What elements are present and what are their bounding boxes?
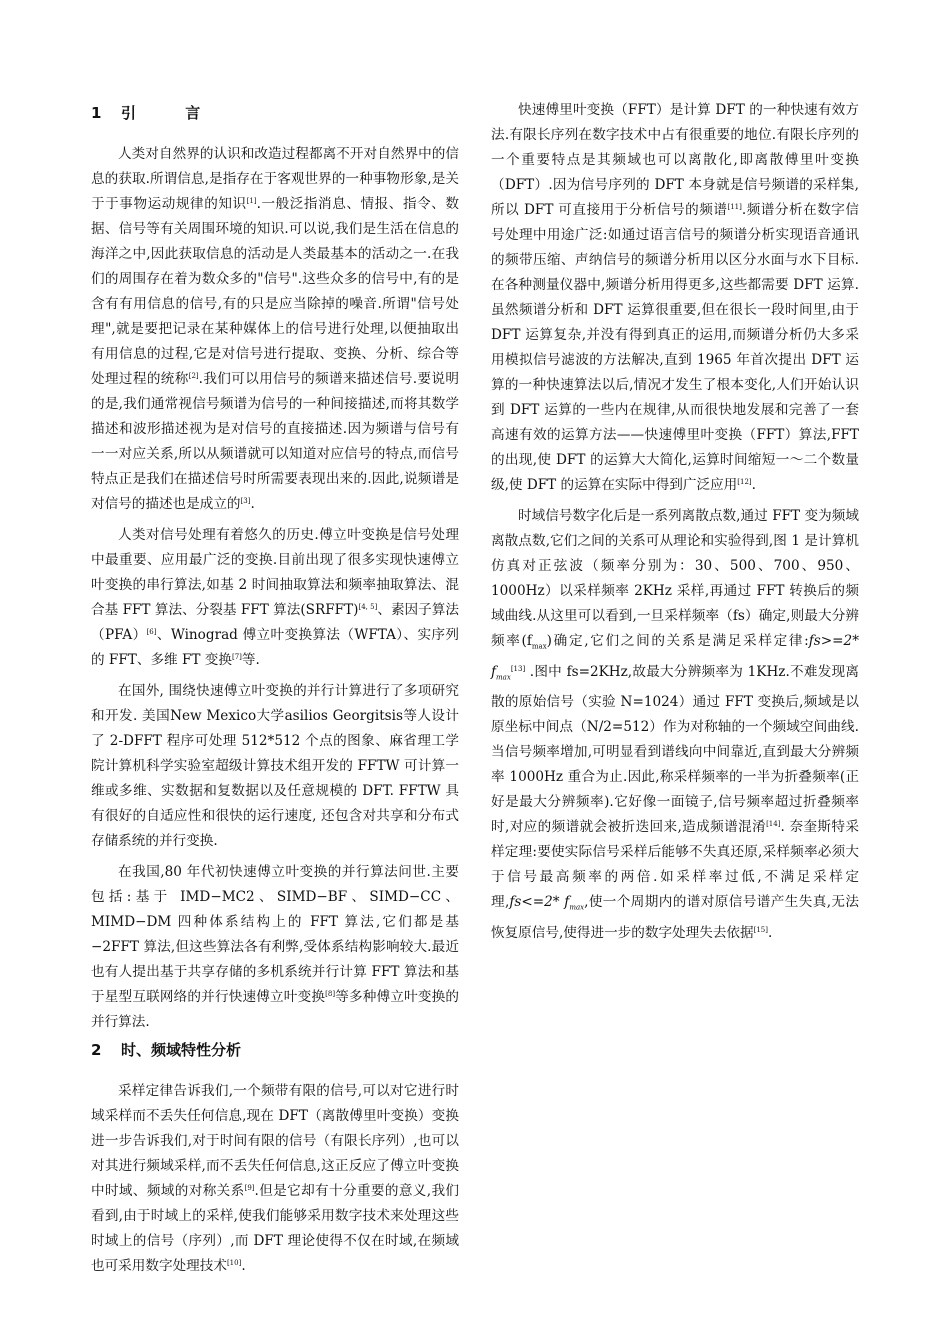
citation[interactable]: [8]: [325, 990, 336, 998]
citation[interactable]: [6]: [146, 628, 157, 636]
formula: fs>=2* f: [491, 633, 859, 680]
subscript: max: [496, 673, 511, 682]
citation[interactable]: [11]: [727, 203, 742, 211]
paragraph: 人类对自然界的认识和改造过程都离不开对自然界中的信息的获取.所谓信息,是指存在于客观世界的一种事物形象,是关于于事物运动规律的知识[1].一般泛指消息、情报、指令、数据、信号等有关周围环境的知识.可以说,我们是生活在信息的海洋之中,因此获取信息的活动是人类最基本的活动之一.在我们的周围存在着为数众多的"信号".这些众多的信号中,有的是含有有用信息的信号,有的只是应当除掉的噪音.所谓"信号处理",就是要把记录在某种媒体上的信号进行处理,以便抽取出有用信息的过程,它是对信号进行提取、变换、分析、综合等处理过程的统称[2].我们可以用信号的频谱来描述信号.要说明的是,我们通常视信号频谱为信号的一种间接描述,而将其数学描述和波形描述视为是对信号的直接描述.因为频谱与信号有一一对应关系,所以从频谱就可以知道对应信号的特点,而信号特点正是我们在描述信号时所需要表现出来的.因此,说频谱是对信号的描述也是成立的[3].: [91, 146, 459, 512]
citation[interactable]: [14]: [766, 820, 781, 829]
subscript: max: [531, 642, 547, 651]
section-title: 时、频域特性分析: [121, 1041, 242, 1059]
citation[interactable]: [12]: [737, 478, 752, 486]
citation[interactable]: [2]: [188, 372, 199, 380]
citation[interactable]: [13]: [510, 664, 526, 673]
citation[interactable]: [10]: [226, 1259, 242, 1267]
section-2-heading: [91, 1035, 459, 1065]
paragraph: 在国外, 围绕快速傅立叶变换的并行计算进行了多项研究和开发. 美国New Mexico大学asilios Georgitsis等人设计了 2-DFFT 程序可处理 512*512 个点的图象、麻省理工学院计算机科学实验室超级计算技术组开发的 FFTW 可计算一维或多维、实数据和复数据以及任意规模的 DFT. FFTW 具有很好的自适应性和很快的运行速度, 还包含对共享和分布式存储系统的并行变换.: [91, 683, 459, 849]
citation[interactable]: [4, 5]: [358, 603, 378, 611]
paragraph: 在我国,80 年代初快速傅立叶变换的并行算法问世.主要包括:基于 IMD−MC2、SIMD−BF、SIMD−CC、MIMD−DM 四种体系结构上的 FFT 算法,它们都是基−2FFT 算法,但这些算法各有利弊,受体系结构影响较大.最近也有人提出基于共享存储的多机系统并行计算 FFT 算法和基于星型互联网络的并行快速傅立叶变换[8]等多种傅立叶变换的并行算法.: [91, 864, 460, 1030]
citation[interactable]: [3]: [240, 497, 251, 505]
citation[interactable]: [7]: [231, 653, 242, 661]
paragraph: 采样定律告诉我们,一个频带有限的信号,可以对它进行时域采样而不丢失任何信息,现在 DFT（离散傅里叶变换）变换进一步告诉我们,对于时间有限的信号（有限长序列）,也可以对其进行频域采样,而不丢失任何信息,这正反应了傅立叶变换中时域、频域的对称关系[9].但是它却有十分重要的意义,我们看到,由于时域上的采样,使我们能够采用数字技术来处理这些时域上的信号（序列）,而 DFT 理论使得不仅在时域,在频域也可采用数字处理技术[10].: [91, 1083, 459, 1274]
right-column: [491, 98, 859, 946]
paragraph: 人类对信号处理有着悠久的历史.傅立叶变换是信号处理中最重要、应用最广泛的变换.目前出现了很多实现快速傅立叶变换的串行算法,如基 2 时间抽取算法和频率抽取算法、混合基 FFT 算法、分裂基 FFT 算法(SRFFT)[4, 5]、素因子算法（PFA）[6]、Winograd 傅立叶变换算法（WFTA）、实序列的 FFT、多维 FT 变换[7]等.: [91, 527, 460, 668]
formula: fs<=2* f: [509, 894, 570, 911]
section-number: 2: [91, 1041, 102, 1059]
section-number: 1: [91, 104, 102, 122]
subscript: max: [569, 904, 585, 913]
citation[interactable]: [9]: [244, 1184, 255, 1192]
citation[interactable]: [1]: [246, 197, 257, 205]
paragraph: 时域信号数字化后是一系列离散点数,通过 FFT 变为频域离散点数,它们之间的关系可从理论和实验得到,图 1 是计算机仿真对正弦波（频率分别为：30、500、700、950、1000Hz）以采样频率 2KHz 采样,再通过 FFT 转换后的频域曲线.从这里可以看到,一旦采样频率（fs）确定,则最大分辨频率$(f_{max})$确定,它们之间的关系是满足采样定律:fs>=2* $f_{max}[13]$ .图中 fs=2KHz,故最大分辨频率为 1KHz.不难发现离散的原始信号（实验 N=1024）通过 FFT 变换后,频域是以原坐标中间点（N/2=512）作为对称轴的一个频域空间曲线.当信号频率增加,可明显看到谱线向中间靠近,直到最大分辨频率 1000Hz 重合为止.因此,称采样频率的一半为折叠频率(正好是最大分辨频率).它好像一面镜子,信号频率超过折叠频率时,对应的频谱就会被折迭回来,造成频谱混淆[14]. 奈奎斯特采样定理:要使实际信号采样后能够不失真还原,采样频率必须大于信号最高频率的两倍.如采样率过低,不满足采样定理,fs<=2* $f_{max}$,使一个周期内的谱对原信号谱产生失真,无法恢复原信号,使得进一步的数字处理失去依据[15].: [491, 508, 859, 942]
citation[interactable]: [15]: [753, 926, 768, 935]
paragraph: 快速傅里叶变换（FFT）是计算 DFT 的一种快速有效方法.有限长序列在数字技术中占有很重要的地位.有限长序列的一个重要特点是其频域也可以离散化,即离散傅里叶变换（DFT）.因为信号序列的 DFT 本身就是信号频谱的采样集,所以 DFT 可直接用于分析信号的频谱[11].频谱分析在数字信号处理中用途广泛:如通过语言信号的频谱分析实现语音通讯的频带压缩、声纳信号的频谱分析用以区分水面与水下目标.在各种测量仪器中,频谱分析用得更多,这些都需要 DFT 运算.虽然频谱分析和 DFT 运算很重要,但在很长一段时间里,由于 DFT 运算复杂,并没有得到真正的运用,而频谱分析仍大多采用模拟信号滤波的方法解决,直到 1965 年首次提出 DFT 运算的一种快速算法以后,情况才发生了根本变化,人们开始认识到 DFT 运算的一些内在规律,从而很快地发展和完善了一套高速有效的运算方法——快速傅里叶变换（FFT）算法,FFT 的出现,使 DFT 的运算大大简化,运算时间缩短一～二个数量级,使 DFT 的运算在实际中得到广泛应用[12].: [491, 102, 859, 493]
section-title: 引 言: [121, 104, 223, 122]
left-column: [91, 98, 459, 1279]
section-1-heading: [91, 98, 459, 128]
